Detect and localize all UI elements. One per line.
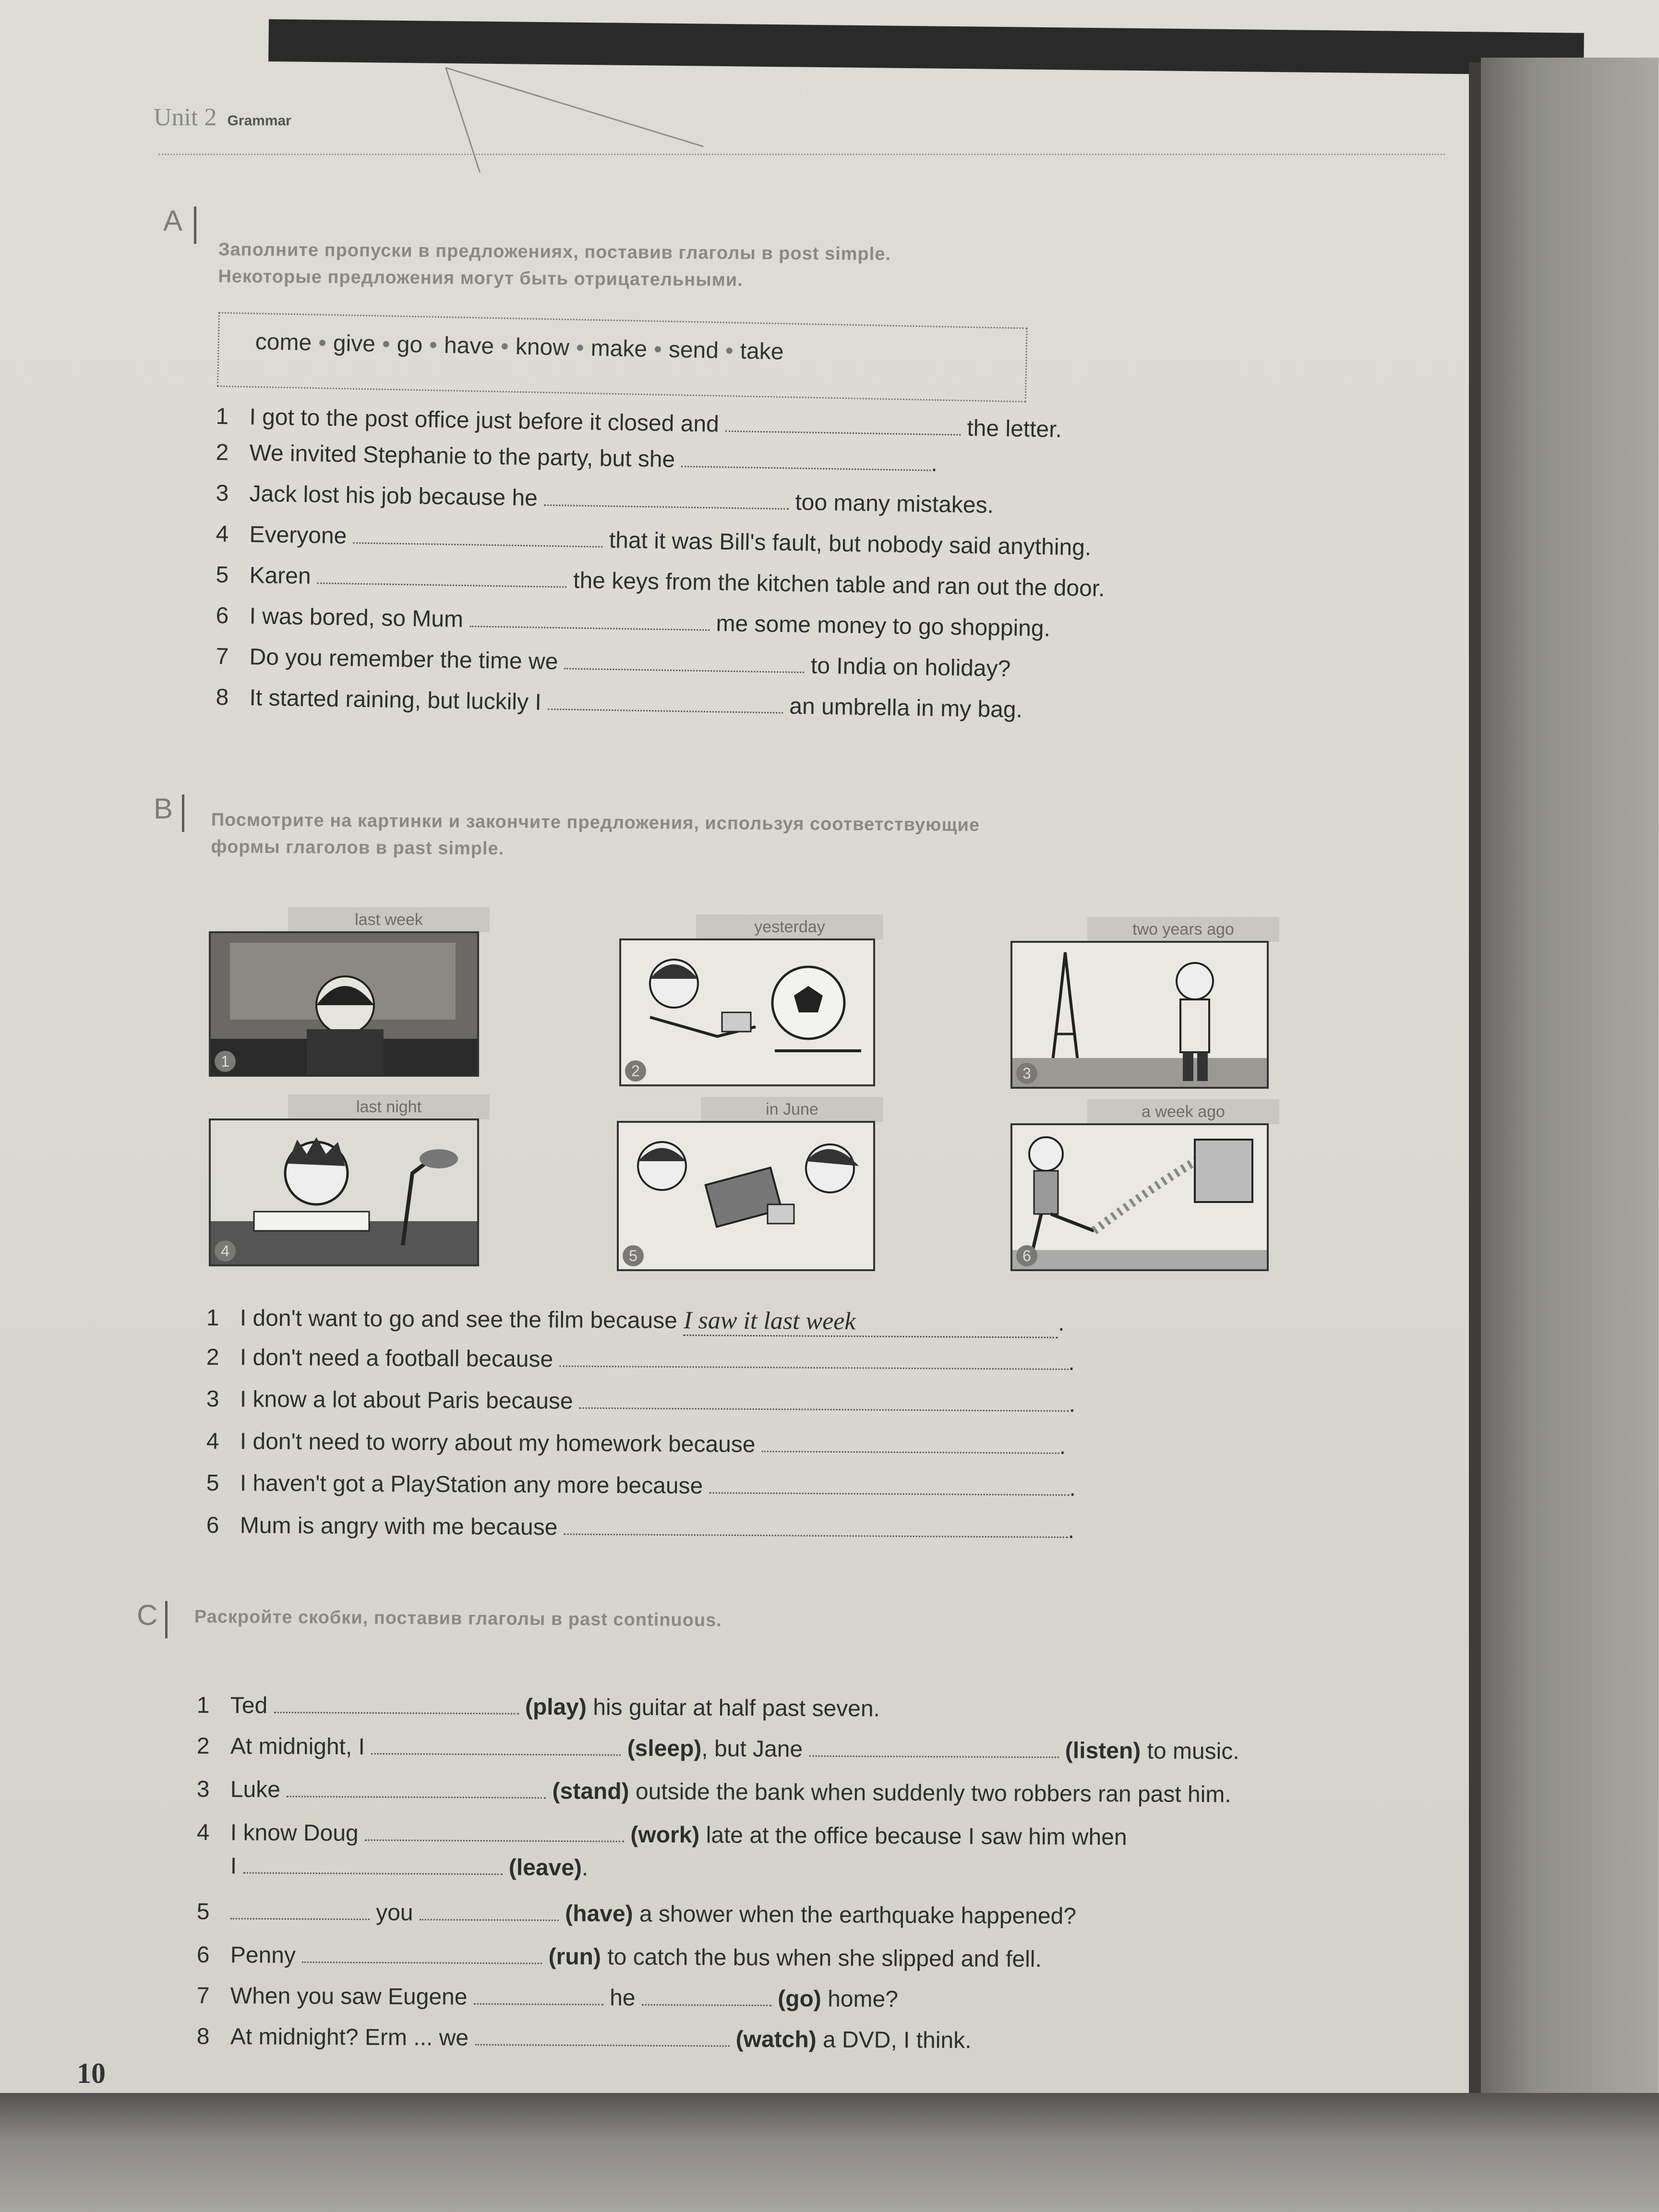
item-number: 8	[196, 2024, 210, 2050]
item-text: Ted	[230, 1693, 268, 1719]
exercise-item	[216, 480, 994, 518]
paris-illustration	[1012, 943, 1267, 1087]
item-number: 6	[216, 602, 229, 629]
answer-blank[interactable]	[371, 1739, 621, 1756]
item-text: .	[1059, 1433, 1066, 1459]
exercise-item	[197, 1899, 1076, 1930]
item-number: 1	[206, 1305, 219, 1331]
item-number: 4	[216, 521, 229, 547]
exercise-item	[206, 1512, 1075, 1544]
item-text: I don't want to go and see the film because	[240, 1305, 678, 1334]
answer-blank[interactable]	[544, 490, 789, 510]
item-number: 2	[196, 1733, 210, 1759]
page-bottom-edge	[0, 2093, 1659, 2212]
answer-blank[interactable]	[469, 611, 709, 631]
answer-blank[interactable]	[302, 1947, 542, 1964]
item-text: he	[610, 1985, 636, 2011]
exercise-item	[197, 1733, 1239, 1765]
item-number: 2	[206, 1345, 219, 1370]
section-b-letter: B	[154, 793, 173, 825]
item-number: 4	[206, 1429, 219, 1455]
item-text: Karen	[249, 563, 312, 589]
header-rule	[158, 154, 1445, 155]
item-text: home?	[828, 1986, 899, 2012]
exercise-item	[206, 1303, 1065, 1338]
item-text: late at the office because I saw him when	[706, 1822, 1127, 1851]
word-bank: come • give • go • have • know • make • send • take	[217, 312, 1028, 402]
item-text: Luke	[230, 1777, 281, 1803]
item-text: I don't need to worry about my homework because	[240, 1429, 756, 1457]
item-text: you	[376, 1899, 413, 1926]
picture-playstation	[617, 1121, 875, 1271]
verb-prompt: (run)	[548, 1944, 601, 1970]
section-c-letter: C	[137, 1599, 158, 1631]
answer-blank[interactable]	[681, 451, 931, 471]
exercise-item	[216, 403, 1062, 443]
item-text: the keys from the kitchen table and ran out the door.	[573, 567, 1105, 602]
item-text: I was bored, so Mum	[249, 603, 464, 633]
answer-blank[interactable]	[420, 1904, 559, 1921]
answer-blank[interactable]	[317, 568, 567, 588]
picture-cinema	[209, 931, 479, 1077]
answer-blank[interactable]	[274, 1697, 519, 1715]
exercise-item	[206, 1344, 1075, 1376]
page-header	[154, 103, 291, 132]
exercise-item	[216, 562, 1105, 602]
item-text: Everyone	[249, 522, 347, 549]
exercise-item	[216, 521, 1092, 561]
item-number: 1	[196, 1693, 210, 1719]
item-text: Jack lost his job because he	[249, 481, 538, 511]
verb-prompt: (leave)	[508, 1855, 582, 1881]
item-number: 3	[196, 1777, 210, 1803]
window-illustration	[1012, 1125, 1267, 1269]
picture-window	[1010, 1123, 1269, 1271]
word-bank-item: come	[255, 329, 312, 356]
item-number: 3	[206, 1386, 219, 1412]
word-bank-item: make	[590, 335, 648, 362]
item-text: I got to the post office just before it closed and	[249, 404, 720, 437]
item-number: 7	[216, 643, 229, 670]
item-number: 1	[216, 403, 229, 430]
picture-label: a week ago	[1087, 1099, 1279, 1124]
exercise-item	[206, 1386, 1076, 1418]
exercise-item	[197, 1692, 880, 1722]
exercise-item	[216, 643, 1011, 682]
item-number: 7	[196, 1983, 210, 2009]
answer-blank[interactable]	[579, 1393, 1069, 1412]
verb-prompt: (have)	[565, 1901, 633, 1927]
word-bank-item: go	[397, 332, 423, 358]
answer-blank[interactable]	[809, 1741, 1058, 1758]
item-text: his guitar at half past seven.	[593, 1695, 880, 1722]
item-number: 3	[216, 480, 229, 506]
picture-label: two years ago	[1087, 917, 1279, 942]
item-text: , but Jane	[701, 1736, 803, 1762]
item-number: 5	[196, 1899, 210, 1925]
item-text: I know a lot about Paris because	[240, 1386, 573, 1414]
section-b-instruction	[211, 806, 980, 866]
verb-prompt: (listen)	[1065, 1738, 1141, 1764]
item-text: to catch the bus when she slipped and fell.	[607, 1944, 1042, 1972]
instruction-line: формы глаголов в past simple.	[211, 836, 505, 859]
picture-paris	[1010, 941, 1269, 1089]
picture-number: 2	[625, 1060, 646, 1082]
answer-blank[interactable]	[287, 1781, 546, 1799]
exercise-item	[197, 1819, 1127, 1851]
answer-blank[interactable]	[548, 694, 783, 714]
instruction-line: Заполните пропуски в предложениях, поставив глаголы в post simple.	[218, 239, 891, 264]
exercise-item	[206, 1428, 1066, 1460]
answer-blank[interactable]	[243, 1858, 502, 1875]
verb-prompt: (go)	[778, 1986, 821, 2012]
item-number: 6	[206, 1513, 219, 1539]
exercise-item	[197, 2023, 972, 2054]
item-number: 8	[216, 684, 229, 710]
picture-label: last week	[288, 907, 490, 932]
item-text: It started raining, but luckily I	[249, 685, 542, 715]
item-text: .	[1058, 1310, 1065, 1336]
picture-label: yesterday	[696, 914, 883, 939]
section-title: Grammar	[227, 113, 291, 129]
unit-title: Unit 2	[154, 104, 217, 131]
exercise-item	[206, 1470, 1076, 1502]
picture-number: 4	[215, 1240, 236, 1262]
exercise-item	[216, 439, 938, 477]
book-edge-shadow	[1481, 58, 1659, 2122]
answer-blank[interactable]	[474, 1989, 603, 2005]
item-text: a shower when the earthquake happened?	[639, 1901, 1077, 1929]
answer-blank[interactable]	[762, 1436, 1059, 1454]
item-text: .	[1068, 1517, 1075, 1544]
pencil-mark	[445, 67, 481, 173]
answer-blank[interactable]	[365, 1825, 624, 1842]
playstation-illustration	[619, 1123, 873, 1269]
verb-prompt: (play)	[525, 1694, 587, 1720]
exercise-item	[197, 1942, 1042, 1972]
item-text: .	[1068, 1349, 1075, 1376]
picture-homework	[209, 1118, 479, 1266]
item-text: I know Doug	[230, 1820, 359, 1846]
item-text: .	[1069, 1475, 1076, 1502]
item-text: I don't need a football because	[240, 1345, 553, 1372]
instruction-line: Некоторые предложения могут быть отрицательными.	[218, 266, 743, 290]
section-a-letter: A	[163, 204, 183, 237]
item-text: At midnight? Erm ... we	[230, 2024, 469, 2051]
item-text: too many mistakes.	[795, 489, 994, 518]
exercise-item	[216, 602, 1050, 642]
item-text: to music.	[1147, 1738, 1239, 1765]
verb-prompt: (work)	[630, 1822, 700, 1848]
picture-label: last night	[288, 1094, 490, 1119]
answer-blank[interactable]	[475, 2030, 729, 2047]
verb-prompt: (sleep)	[627, 1735, 702, 1762]
item-text: that it was Bill's fault, but nobody said anything.	[609, 527, 1092, 561]
answer-blank[interactable]	[709, 1478, 1069, 1496]
item-text: .	[1069, 1391, 1076, 1418]
item-text: me some money to go shopping.	[716, 611, 1051, 642]
item-number: 6	[196, 1942, 210, 1968]
item-text: Do you remember the time we	[249, 644, 558, 675]
picture-label: in June	[701, 1097, 883, 1122]
item-number: 2	[216, 439, 229, 466]
section-b-bracket	[175, 794, 184, 832]
verb-prompt: (stand)	[552, 1778, 629, 1804]
item-number: 5	[216, 562, 229, 588]
answer-blank[interactable]	[642, 1990, 771, 2006]
football-illustration	[621, 940, 873, 1084]
exercise-item	[197, 1776, 1231, 1808]
page-top-shadow	[268, 19, 1584, 75]
picture-number: 3	[1016, 1063, 1037, 1084]
word-bank-item: know	[515, 334, 570, 361]
word-bank-item: send	[668, 337, 719, 364]
homework-illustration	[211, 1120, 477, 1264]
exercise-item	[197, 1983, 898, 2013]
answer-blank[interactable]	[565, 653, 805, 673]
item-text: an umbrella in my bag.	[789, 693, 1023, 723]
section-a-instruction	[218, 236, 891, 295]
handwritten-answer[interactable]: I saw it last week	[684, 1306, 1058, 1338]
section-c-bracket	[158, 1601, 168, 1638]
picture-number: 6	[1016, 1245, 1037, 1266]
verb-prompt: (watch)	[735, 2026, 817, 2053]
picture-football	[619, 938, 875, 1086]
answer-blank[interactable]	[353, 528, 602, 547]
page-number: 10	[77, 2057, 106, 2089]
instruction-line: Посмотрите на картинки и закончите предложения, используя соответствующие	[211, 809, 980, 836]
answer-blank[interactable]	[564, 1519, 1068, 1538]
answer-blank[interactable]	[559, 1351, 1068, 1370]
item-text: When you saw Eugene	[230, 1983, 468, 2010]
item-text: We invited Stephanie to the party, but she	[249, 440, 675, 473]
item-text: Mum is angry with me because	[240, 1513, 558, 1540]
exercise-item	[216, 684, 1022, 723]
picture-number: 1	[215, 1051, 236, 1072]
item-number: 4	[196, 1820, 210, 1846]
item-text: to India on holiday?	[810, 653, 1011, 682]
section-c-instruction: Раскройте скобки, поставив глаголы в past continuous.	[194, 1606, 722, 1631]
word-bank-item: give	[333, 330, 376, 357]
word-bank-item: take	[740, 338, 784, 365]
item-text: .	[931, 451, 938, 477]
item-text: a DVD, I think.	[822, 2027, 972, 2054]
exercise-item-continuation	[230, 1853, 589, 1881]
answer-blank[interactable]	[725, 416, 961, 436]
item-text: At midnight, I	[230, 1733, 365, 1760]
item-number: 5	[206, 1470, 219, 1496]
item-text: I	[230, 1853, 237, 1879]
pencil-mark	[446, 67, 703, 147]
word-bank-item: have	[444, 333, 494, 360]
section-a-bracket	[187, 206, 196, 244]
cinema-illustration	[211, 933, 477, 1075]
item-text: Penny	[230, 1942, 296, 1969]
picture-number: 5	[623, 1245, 644, 1266]
item-text: I haven't got a PlayStation any more because	[240, 1470, 703, 1499]
item-text: outside the bank when suddenly two robbers ran past him.	[635, 1779, 1231, 1808]
item-text: the letter.	[967, 415, 1062, 443]
answer-blank[interactable]	[230, 1903, 370, 1920]
item-text: .	[581, 1855, 589, 1881]
